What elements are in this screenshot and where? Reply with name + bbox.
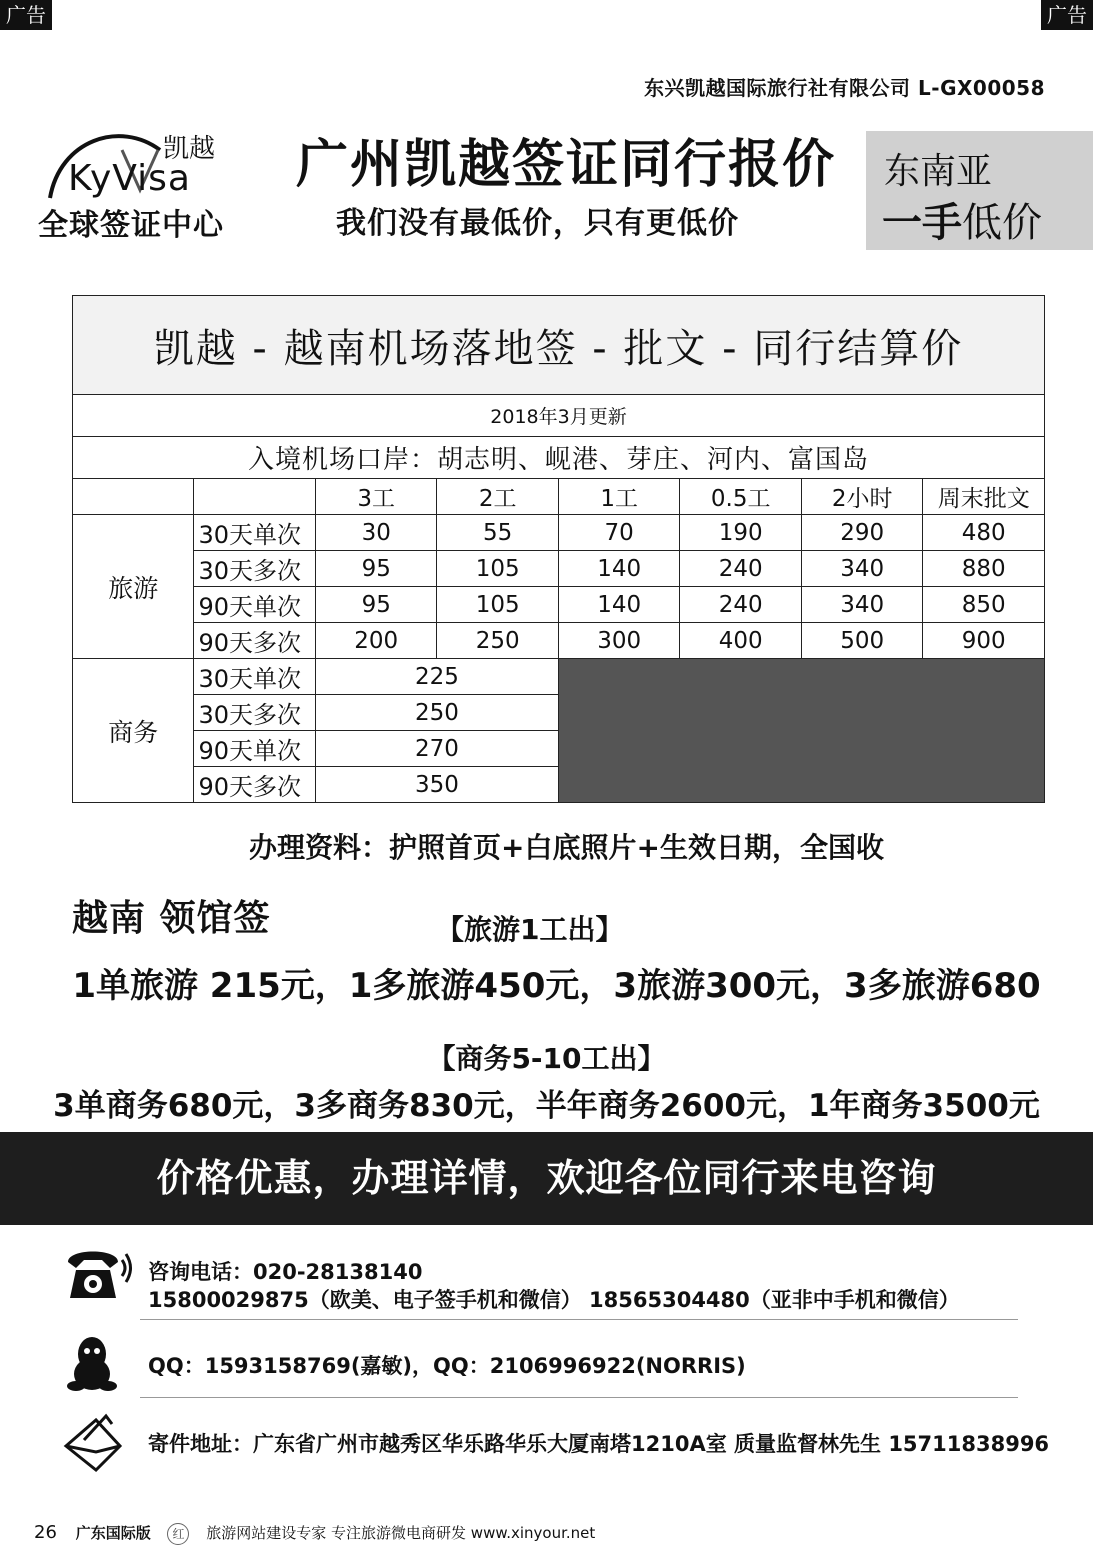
table-cell: 70 [558, 515, 679, 551]
row-label: 30天单次 [194, 659, 315, 695]
divider [140, 1319, 1018, 1320]
row-label: 30天多次 [194, 551, 315, 587]
table-cell: 140 [558, 587, 679, 623]
table-cell: 400 [680, 623, 801, 659]
company-name: 东兴凯越国际旅行社有限公司 L-GX00058 [644, 76, 1045, 100]
table-cell: 900 [923, 623, 1045, 659]
page-footer [34, 1522, 595, 1545]
table-row [73, 587, 1045, 623]
column-header: 3工 [315, 479, 436, 515]
table-cell: 270 [315, 731, 558, 767]
region-price [882, 191, 1042, 248]
table-cell: 55 [437, 515, 558, 551]
footer-text: 旅游网站建设专家 专注旅游微电商研发 www.xinyour.net [206, 1524, 596, 1542]
table-ports: 入境机场口岸：胡志明、岘港、芽庄、河内、富国岛 [73, 437, 1045, 479]
ad-tag-right: 广告 [1041, 0, 1093, 30]
table-cell: 95 [315, 551, 436, 587]
row-label: 90天单次 [194, 587, 315, 623]
row-label: 90天多次 [194, 767, 315, 803]
slogan: 我们没有最低价，只有更低价 [336, 206, 739, 241]
table-cell: 250 [437, 623, 558, 659]
row-label: 90天多次 [194, 623, 315, 659]
ad-tag-left: 广告 [0, 0, 52, 30]
row-label: 90天单次 [194, 731, 315, 767]
row-label: 30天单次 [194, 515, 315, 551]
table-cell: 140 [558, 551, 679, 587]
table-cell: 105 [437, 587, 558, 623]
qq-icon [62, 1332, 134, 1396]
row-label: 30天多次 [194, 695, 315, 731]
page-title: 广州凯越签证同行报价 [296, 135, 837, 195]
table-cell: 250 [315, 695, 558, 731]
table-row [73, 659, 1045, 695]
table-cell: 95 [315, 587, 436, 623]
required-documents: 办理资料：护照首页+白底照片+生效日期，全国收 [249, 831, 884, 864]
contact-banner: 价格优惠，办理详情，欢迎各位同行来电咨询 [0, 1132, 1093, 1225]
table-cell: 105 [437, 551, 558, 587]
table-cell: 240 [680, 587, 801, 623]
column-header: 2工 [437, 479, 558, 515]
table-cell: 200 [315, 623, 436, 659]
region-price-bold: 一手 [882, 200, 962, 246]
table-cell: 880 [923, 551, 1045, 587]
business-prices: 3单商务680元，3多商务830元，半年商务2600元，1年商务3500元 [53, 1088, 1040, 1124]
logo-subtitle: 全球签证中心 [38, 208, 224, 243]
phone-line-1: 咨询电话：020-28138140 [148, 1260, 423, 1284]
consulate-title: 越南 领馆签 [72, 898, 271, 939]
table-row [73, 515, 1045, 551]
table-cell: 240 [680, 551, 801, 587]
table-header-row [73, 479, 1045, 515]
logo-en: KyVisa [68, 158, 191, 199]
table-cell: 340 [801, 551, 922, 587]
phone-line-2: 15800029875（欧美、电子签手机和微信） 18565304480（亚非中手机和微信） [148, 1288, 960, 1312]
column-header: 周末批文 [923, 479, 1045, 515]
header-empty [73, 479, 194, 515]
tourism-prices: 1单旅游 215元，1多旅游450元，3旅游300元，3多旅游680 [72, 966, 1041, 1006]
shaded-block [558, 659, 1044, 803]
mailing-address: 寄件地址：广东省广州市越秀区华乐路华乐大厦南塔1210A室 质量监督林先生 15711838996 [148, 1432, 1050, 1456]
region-price-rest: 低价 [962, 200, 1042, 246]
tourism-label: 【旅游1工出】 [436, 913, 624, 946]
category-business: 商务 [73, 659, 194, 803]
table-title: 凯越 - 越南机场落地签 - 批文 - 同行结算价 [73, 296, 1045, 395]
table-cell: 500 [801, 623, 922, 659]
table-cell: 225 [315, 659, 558, 695]
table-cell: 290 [801, 515, 922, 551]
table-cell: 350 [315, 767, 558, 803]
column-header: 2小时 [801, 479, 922, 515]
column-header: 1工 [558, 479, 679, 515]
edition-name: 广东国际版 [75, 1524, 151, 1542]
table-row [73, 551, 1045, 587]
table-cell: 300 [558, 623, 679, 659]
table-cell: 340 [801, 587, 922, 623]
table-update-date: 2018年3月更新 [73, 395, 1045, 437]
table-cell: 850 [923, 587, 1045, 623]
mail-icon [62, 1410, 134, 1474]
business-label: 【商务5-10工出】 [427, 1042, 666, 1075]
price-table [72, 295, 1045, 803]
divider [140, 1397, 1018, 1398]
header-empty [194, 479, 315, 515]
footer-badge-icon: 红 [167, 1523, 189, 1545]
phone-icon [62, 1240, 134, 1304]
qq-numbers: QQ：1593158769(嘉敏)，QQ：2106996922(NORRIS) [148, 1354, 746, 1378]
table-cell: 480 [923, 515, 1045, 551]
logo-cn: 凯越 [163, 134, 216, 164]
column-header: 0.5工 [680, 479, 801, 515]
table-row [73, 623, 1045, 659]
region-box [866, 131, 1093, 250]
page-number: 26 [34, 1522, 57, 1543]
table-cell: 190 [680, 515, 801, 551]
region-name: 东南亚 [884, 151, 993, 192]
category-tourism: 旅游 [73, 515, 194, 659]
table-cell: 30 [315, 515, 436, 551]
